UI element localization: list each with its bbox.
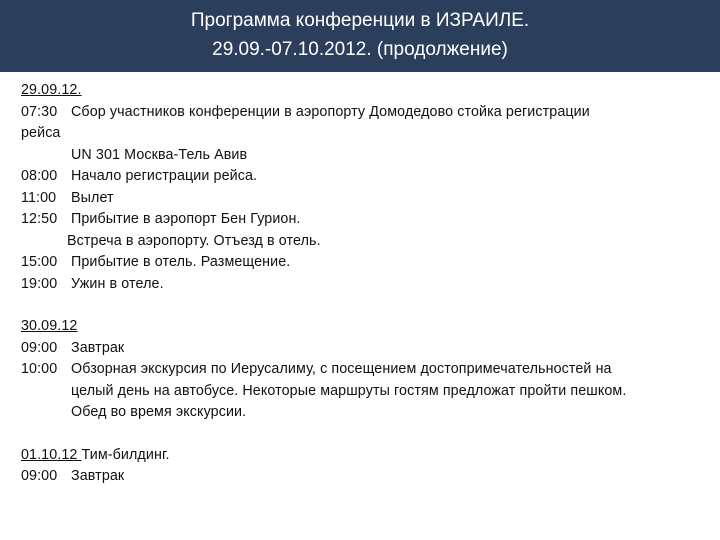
section-spacer — [21, 295, 711, 316]
schedule-entry — [21, 359, 711, 381]
schedule-entry-continuation: рейса — [21, 125, 61, 141]
schedule-entry-continuation: Обед во время экскурсии. — [71, 404, 247, 420]
schedule-entry — [21, 209, 711, 231]
schedule-entry-continuation: целый день на автобусе. Некоторые маршруты гостям предложат пройти пешком. — [71, 382, 627, 399]
entry-text: Обзорная экскурсия по Иерусалиму, с посещением достопримечательностей на — [71, 361, 612, 377]
entry-time: 11:00 — [21, 189, 57, 206]
entry-text: Прибытие в отель. Размещение. — [71, 254, 291, 270]
entry-text: Начало регистрации рейса. — [71, 168, 258, 184]
entry-text: Вылет — [71, 189, 114, 206]
day-3-note: Тим-билдинг. — [81, 446, 170, 463]
schedule-entry — [21, 166, 711, 188]
entry-text: Сбор участников конференции в аэропорту Домодедово стойка регистрации — [71, 103, 590, 120]
entry-text: Завтрак — [71, 339, 125, 356]
section-spacer — [21, 424, 711, 445]
entry-time: 12:50 — [21, 211, 58, 227]
entry-text: Ужин в отеле. — [71, 275, 164, 292]
schedule-entry — [21, 102, 711, 124]
entry-text: Прибытие в аэропорт Бен Гурион. — [71, 211, 301, 227]
slide-title-line-2: 29.09.-07.10.2012. (продолжение) — [212, 39, 508, 60]
schedule-entry — [21, 188, 711, 210]
entry-time: 09:00 — [21, 339, 58, 356]
day-3-date: 01.10.12 — [21, 446, 82, 463]
schedule-entry — [21, 338, 711, 360]
day-2-date-row — [21, 316, 711, 338]
entry-time: 15:00 — [21, 254, 58, 270]
schedule-entry-continuation: Встреча в аэропорту. Отъезд в отель. — [67, 232, 321, 249]
entry-time: 10:00 — [21, 361, 58, 377]
schedule-entry — [21, 466, 711, 488]
entry-text: Завтрак — [71, 468, 125, 484]
entry-time: 09:00 — [21, 468, 58, 484]
entry-time: 19:00 — [21, 275, 58, 292]
slide-header — [0, 0, 720, 72]
day-1-date: 29.09.12. — [21, 82, 82, 98]
day-1-date-row — [21, 80, 711, 102]
day-2-date: 30.09.12 — [21, 318, 78, 334]
day-3-date-row — [21, 445, 711, 467]
schedule-entry — [21, 252, 711, 274]
flight-number: UN 301 Москва-Тель Авив — [71, 146, 248, 163]
entry-time: 08:00 — [21, 168, 58, 184]
entry-time: 07:30 — [21, 103, 58, 120]
slide-title-line-1: Программа конференции в ИЗРАИЛЕ. — [190, 10, 530, 31]
schedule-body — [21, 80, 711, 488]
schedule-entry — [21, 274, 711, 296]
